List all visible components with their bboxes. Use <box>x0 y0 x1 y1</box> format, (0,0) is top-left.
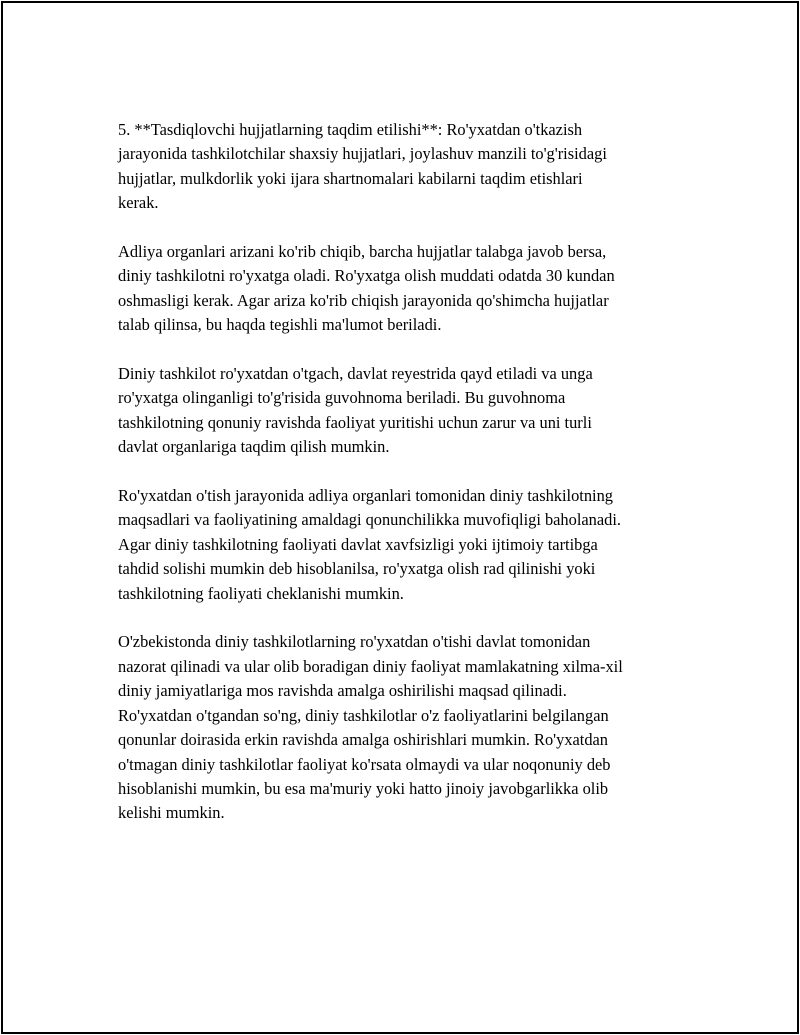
paragraph-4: Ro'yxatdan o'tish jarayonida adliya organlari tomonidan diniy tashkilotning maqsadlari va faoliyatining amaldagi qonunchilikka muvofiqligi baholanadi. Agar diniy tashkilotning faoliyati davlat xavfsizligi yoki ijtimoiy tartibga tahdid solishi mumkin deb hisoblanilsa, ro'yxatga olish rad qilinishi yoki tashkilotning faoliyati cheklanishi mumkin. <box>118 486 621 603</box>
paragraph-3: Diniy tashkilot ro'yxatdan o'tgach, davlat reyestrida qayd etiladi va unga ro'yxatga olinganligi to'g'risida guvohnoma beriladi. Bu guvohnoma tashkilotning qonuniy ravishda faoliyat yuritishi uchun zarur va uni turli davlat organlariga taqdim qilish mumkin. <box>118 364 593 457</box>
paragraph-1: 5. **Tasdiqlovchi hujjatlarning taqdim etilishi**: Ro'yxatdan o'tkazish jarayonida tashkilotchilar shaxsiy hujjatlari, joylashuv manzili to'g'risidagi hujjatlar, mulkdorlik yoki ijara shartnomalari kabilarni taqdim etishlari kerak. <box>118 120 607 213</box>
paragraph-2: Adliya organlari arizani ko'rib chiqib, barcha hujjatlar talabga javob bersa, diniy tashkilotni ro'yxatga oladi. Ro'yxatga olish muddati odatda 30 kundan oshmasligi kerak. Agar ariza ko'rib chiqish jarayonida qo'shimcha hujjatlar talab qilinsa, bu haqda tegishli ma'lumot beriladi. <box>118 242 615 335</box>
paragraph-5: O'zbekistonda diniy tashkilotlarning ro'yxatdan o'tishi davlat tomonidan nazorat qilinadi va ular olib boradigan diniy faoliyat mamlakatning xilma-xil diniy jamiyatlariga mos ravishda amalga oshirilishi maqsad qilinadi. Ro'yxatdan o'tgandan so'ng, diniy tashkilotlar o'z faoliyatlarini belgilangan qonunlar doirasida erkin ravishda amalga oshirishlari mumkin. Ro'yxatdan o'tmagan diniy tashkilotlar faoliyat ko'rsata olmaydi va ular noqonuniy deb hisoblanishi mumkin, bu esa ma'muriy yoki hatto jinoiy javobgarlikka olib kelishi mumkin. <box>118 632 623 823</box>
document-body <box>118 118 698 850</box>
